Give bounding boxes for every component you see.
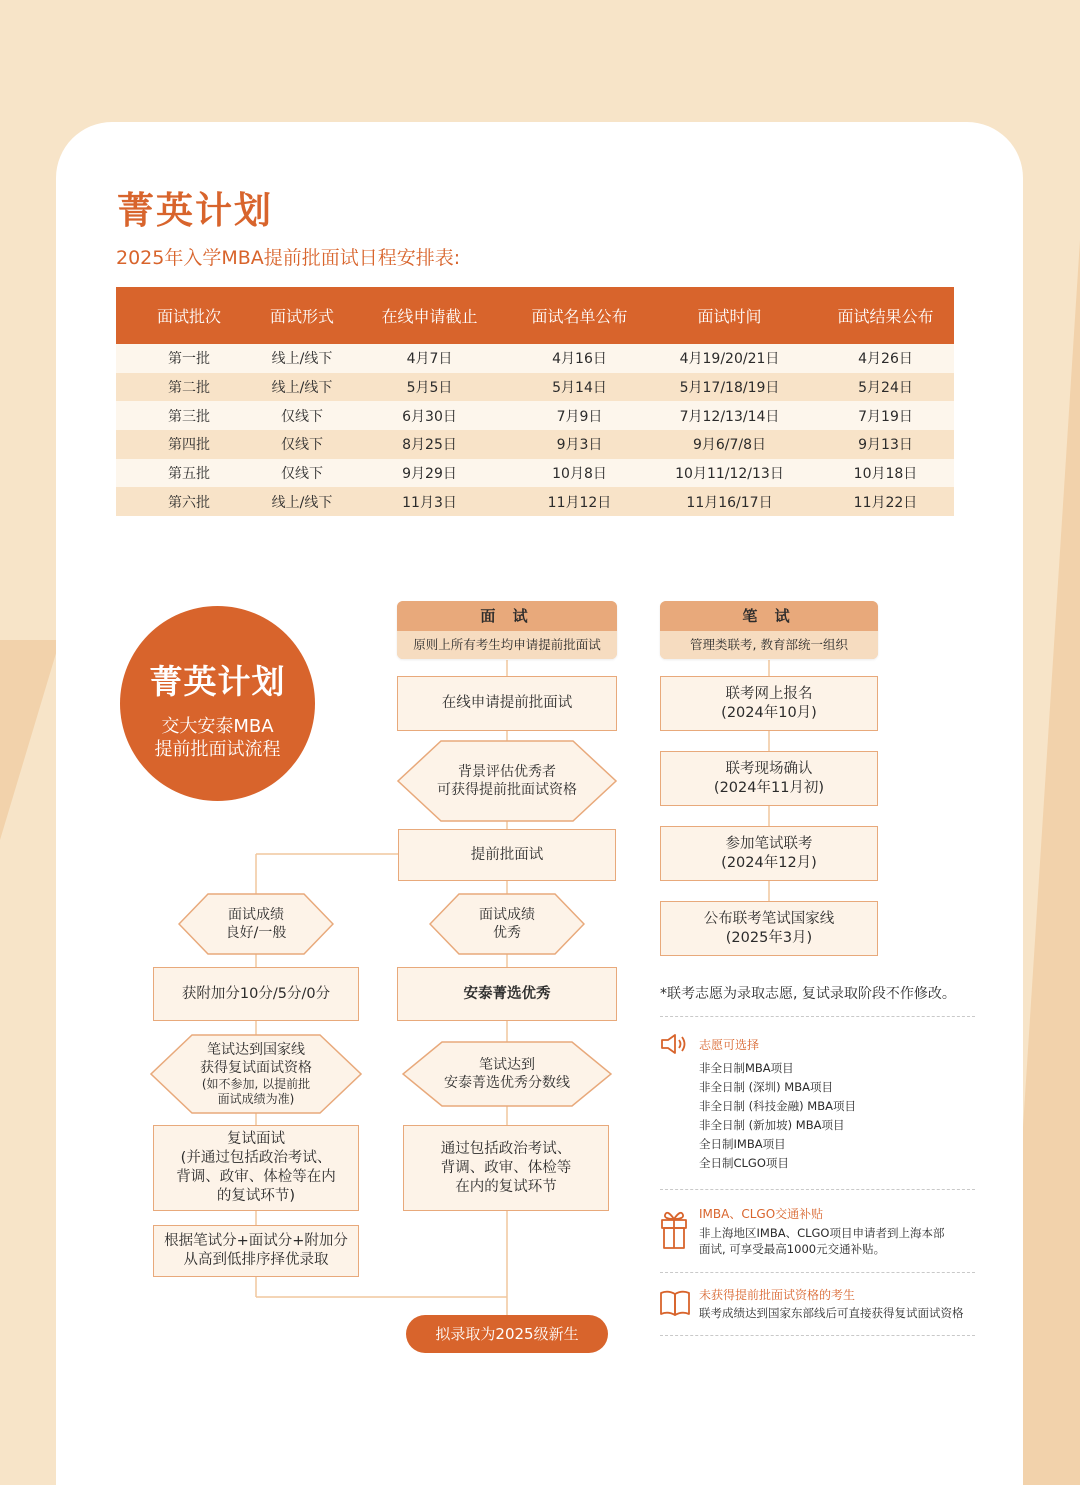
table-cell: 线上/线下 [262, 487, 342, 516]
diamond-text: 背景评估优秀者 [458, 764, 556, 780]
box-text: 背调、政审、体检等 [440, 1159, 572, 1176]
diamond-text: 面试成绩为准) [217, 1092, 295, 1106]
box-text: 在内的复试环节 [455, 1178, 557, 1195]
table-cell: 仅线下 [262, 459, 342, 488]
table-cell: 6月30日 [342, 401, 517, 430]
info-title-subsidy: IMBA、CLGO交通补贴 [699, 1207, 824, 1221]
diamond-text: 笔试达到 [479, 1057, 535, 1073]
table-cell: 5月5日 [342, 373, 517, 402]
box-text: (2025年3月) [725, 929, 813, 946]
box-text: 联考现场确认 [725, 760, 813, 777]
divider [660, 1189, 975, 1190]
step-apply-online: 在线申请提前批面试 [397, 676, 617, 731]
interview-header-title: 面 试 [397, 601, 617, 631]
table-cell: 第四批 [116, 430, 262, 459]
speaker-icon [660, 1032, 690, 1056]
table-cell: 9月13日 [817, 430, 954, 459]
table-cell: 仅线下 [262, 430, 342, 459]
box-text: 通过包括政治考试、 [440, 1140, 572, 1157]
diamond-text: 笔试达到国家线 [207, 1042, 305, 1058]
step-background-eval [397, 740, 617, 822]
table-cell: 8月25日 [342, 430, 517, 459]
table-cell: 7月12/13/14日 [642, 401, 817, 430]
table-cell: 第一批 [116, 344, 262, 373]
table-header: 在线申请截止 [342, 287, 517, 344]
divider [660, 1016, 975, 1017]
table-cell: 9月29日 [342, 459, 517, 488]
choices-list [699, 1059, 856, 1173]
table-cell: 9月6/7/8日 [642, 430, 817, 459]
table-cell: 10月18日 [817, 459, 954, 488]
book-icon [659, 1288, 691, 1320]
table-cell: 线上/线下 [262, 373, 342, 402]
subsidy-text [699, 1225, 944, 1257]
table-cell: 7月19日 [817, 401, 954, 430]
table-cell: 仅线下 [262, 401, 342, 430]
list-item: 非全日制 (深圳) MBA项目 [699, 1080, 833, 1094]
table-cell: 5月17/18/19日 [642, 373, 817, 402]
decision-national-line [150, 1034, 362, 1114]
table-header: 面试形式 [262, 287, 342, 344]
list-item: 全日制IMBA项目 [699, 1137, 786, 1151]
diamond-text: 良好/一般 [225, 925, 287, 941]
final-admission-badge: 拟录取为2025级新生 [406, 1315, 608, 1353]
table-cell: 4月26日 [817, 344, 954, 373]
divider [660, 1335, 975, 1336]
written-header-sub: 管理类联考, 教育部统一组织 [660, 631, 878, 659]
list-item: 非全日制 (科技金融) MBA项目 [699, 1099, 856, 1113]
step-ranking [153, 1225, 359, 1277]
step-retest-left [153, 1125, 359, 1211]
written-header [660, 601, 878, 659]
diamond-text: (如不参加, 以提前批 [201, 1077, 311, 1091]
written-step [660, 826, 878, 881]
table-cell: 线上/线下 [262, 344, 342, 373]
step-antai-select: 安泰菁选优秀 [397, 967, 617, 1021]
diamond-text: 优秀 [493, 925, 521, 941]
diamond-text: 获得复试面试资格 [200, 1060, 312, 1076]
table-header: 面试时间 [642, 287, 817, 344]
box-text: (2024年11月初) [713, 779, 825, 796]
table-header: 面试结果公布 [817, 287, 954, 344]
table-cell: 11月3日 [342, 487, 517, 516]
decision-excellent [429, 893, 585, 955]
table-cell: 11月12日 [517, 487, 642, 516]
table-cell: 4月16日 [517, 344, 642, 373]
written-header-title: 笔 试 [660, 601, 878, 631]
box-text: (并通过包括政治考试、 [180, 1150, 332, 1166]
interview-header [397, 601, 617, 659]
table-header: 面试名单公布 [517, 287, 642, 344]
step-bonus-points: 获附加分10分/5分/0分 [153, 967, 359, 1021]
box-text: 根据笔试分+面试分+附加分 [164, 1233, 348, 1249]
table-cell: 第二批 [116, 373, 262, 402]
table-cell: 第五批 [116, 459, 262, 488]
box-text: 参加笔试联考 [725, 835, 813, 852]
diamond-text: 面试成绩 [228, 907, 284, 923]
page-title: 菁英计划 [117, 189, 273, 232]
list-item: 全日制CLGO项目 [699, 1156, 789, 1170]
written-step [660, 901, 878, 956]
table-cell: 9月3日 [517, 430, 642, 459]
gift-icon [660, 1207, 688, 1251]
decision-score-line [402, 1041, 612, 1107]
table-cell: 5月24日 [817, 373, 954, 402]
step-retest-mid [403, 1125, 609, 1211]
table-cell: 4月19/20/21日 [642, 344, 817, 373]
box-text: 公布联考笔试国家线 [703, 910, 835, 927]
table-cell: 第六批 [116, 487, 262, 516]
program-circle-badge [120, 606, 315, 801]
step-early-interview: 提前批面试 [398, 829, 616, 881]
circle-title: 菁英计划 [149, 662, 286, 701]
table-cell: 10月8日 [517, 459, 642, 488]
box-text: 背调、政审、体检等在内 [176, 1169, 336, 1185]
list-item: 非全日制 (新加坡) MBA项目 [699, 1118, 845, 1132]
box-text: 从高到低排序择优录取 [183, 1252, 329, 1268]
box-text: (2024年10月) [721, 704, 817, 721]
written-step [660, 751, 878, 806]
info-title-choices: 志愿可选择 [699, 1038, 760, 1052]
diamond-text: 可获得提前批面试资格 [437, 782, 577, 798]
schedule-subtitle: 2025年入学MBA提前批面试日程安排表: [116, 247, 461, 269]
box-text: 复试面试 [227, 1131, 285, 1147]
info-title-no-qualification: 未获得提前批面试资格的考生 [699, 1288, 856, 1302]
table-header: 面试批次 [116, 287, 262, 344]
divider [660, 1272, 975, 1273]
info-line: 面试, 可享受最高1000元交通补贴。 [699, 1242, 886, 1256]
no-qualification-text: 联考成绩达到国家东部线后可直接获得复试面试资格 [699, 1306, 964, 1320]
box-text: 联考网上报名 [725, 685, 813, 702]
table-cell: 11月16/17日 [642, 487, 817, 516]
written-step [660, 676, 878, 731]
info-line: 非上海地区IMBA、CLGO项目申请者到上海本部 [699, 1226, 945, 1240]
interview-header-sub: 原则上所有考生均申请提前批面试 [397, 631, 617, 659]
box-text: 的复试环节) [216, 1188, 296, 1204]
table-cell: 5月14日 [517, 373, 642, 402]
diamond-text: 安泰菁选优秀分数线 [444, 1075, 570, 1091]
table-cell: 10月11/12/13日 [642, 459, 817, 488]
table-cell: 11月22日 [817, 487, 954, 516]
table-cell: 7月9日 [517, 401, 642, 430]
table-cell: 第三批 [116, 401, 262, 430]
diamond-text: 面试成绩 [479, 907, 535, 923]
table-cell: 4月7日 [342, 344, 517, 373]
written-note: *联考志愿为录取志愿, 复试录取阶段不作修改。 [660, 986, 956, 1002]
circle-subtitle-1: 交大安泰MBA [161, 716, 274, 737]
list-item: 非全日制MBA项目 [699, 1061, 794, 1075]
circle-subtitle-2: 提前批面试流程 [154, 739, 281, 760]
box-text: (2024年12月) [721, 854, 817, 871]
decision-good-average [178, 893, 334, 955]
